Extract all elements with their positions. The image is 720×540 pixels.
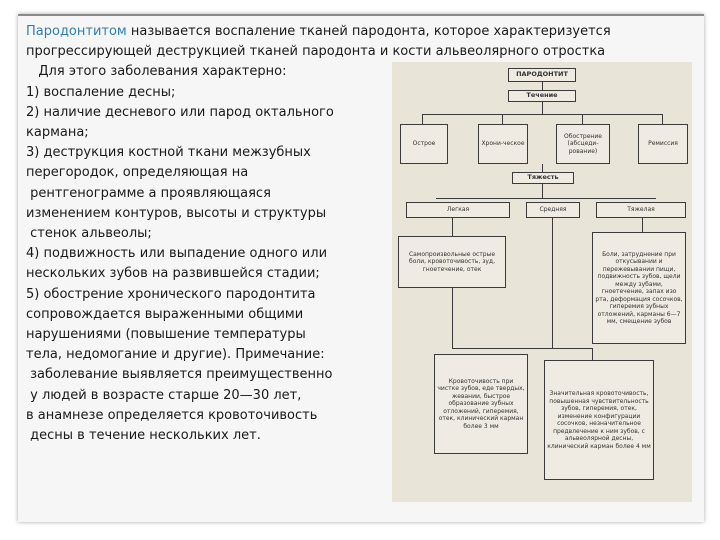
text-line-21: десны в течение нескольких лет. [26,428,261,444]
severity-moderate-box: Средняя [526,202,580,218]
connector [452,348,592,349]
mild-symptoms-box: Самопроизвольные острые боли, кровоточивость, зуд, гноетечение, отек [398,236,506,288]
connector [436,198,656,199]
connector [542,82,543,90]
course-chronic-box: Хрони-ческое [478,124,528,164]
text-line-17: тела, недомогание и другие). Примечание: [26,347,325,363]
connector [542,102,543,114]
moderate-findings-box: Значительная кровоточивость, повышенная чувствительность зубов, гиперемия, отек, изменение конфигурации сосочков, незначительное предвлечение к ним зубов, с альвеолярной десны, клинический карман более 4 мм [544,360,654,480]
severity-severe-box: Тяжелая [596,202,686,218]
text-line-8: перегородок, определяющая на [26,165,249,181]
classification-diagram-scan [392,62,692,502]
connector [452,218,453,236]
connector [542,184,543,198]
text-line-5: 2) наличие десневого или парод октального [26,104,334,120]
text-line-12: 4) подвижность или выпадение одного или [26,246,328,262]
connector [422,114,662,115]
text-line-11: стенок альвеолы; [26,226,152,242]
connector [582,114,583,124]
text-line-9: рентгенограмме а проявляющаяся [26,185,271,201]
text-line-1: Пародонтитом называется воспаление тканей пародонта, которое характеризуется [26,24,611,39]
text-line-4: 1) воспаление десны; [26,84,176,100]
text-line-15: сопровождается выраженными общими [26,306,304,322]
text-line-10: изменением контуров, высоты и структуры [26,205,327,221]
connector [592,348,593,360]
connector [552,218,553,348]
text-line-18: заболевание выявляется преимущественно [26,367,333,383]
text-line-13: нескольких зубов на развившейся стадии; [26,266,320,282]
connector [422,114,423,124]
mild-findings-box: Кровоточивость при чистке зубов, еде твердых, жевании, быстрое образование зубных отложений, гиперемия, отек, клинический карман более 3 мм [434,354,528,454]
connector [542,164,543,172]
connector [662,114,663,124]
text-line-6: кармана; [26,125,89,141]
text-line-14: 5) обострение хронического пародонтита [26,286,316,302]
text-line-19: у людей в возрасте старше 20—30 лет, [26,387,302,403]
slide-top-border [18,14,704,16]
text-line-7: 3) деструкция костной ткани межзубных [26,145,311,161]
course-header-box: Течение [508,90,576,102]
connector [642,218,643,232]
severe-symptoms-box: Боли, затруднение при откусывании и пережевывании пищи, подвижность зубов, щели между зубами, гноетечение, запах изо рта, деформация сосочков, гиперемия зубных отложений, карманы 6—7 мм, смещение зубов [592,232,686,344]
highlighted-term: Пародонтитом [26,24,127,39]
text-line-2: прогрессирующей деструкцией тканей пародонта и кости альвеолярного отростка [26,44,606,60]
severity-mild-box: Легкая [406,202,510,218]
text-line-20: в анамнезе определяется кровоточивость [26,407,318,423]
text-line-3: Для этого заболевания характерно: [26,64,287,80]
severity-header-box: Тяжесть [512,172,574,184]
course-remission-box: Ремиссия [638,124,688,164]
connector [452,288,453,348]
course-exacerbation-box: Обострение (абсцеди-рование) [556,124,610,164]
text-line-16: нарушениями (повышение температуры [26,327,306,343]
diagram-root-box: ПАРОДОНТИТ [508,68,576,82]
course-acute-box: Острое [400,124,448,164]
connector [502,114,503,124]
